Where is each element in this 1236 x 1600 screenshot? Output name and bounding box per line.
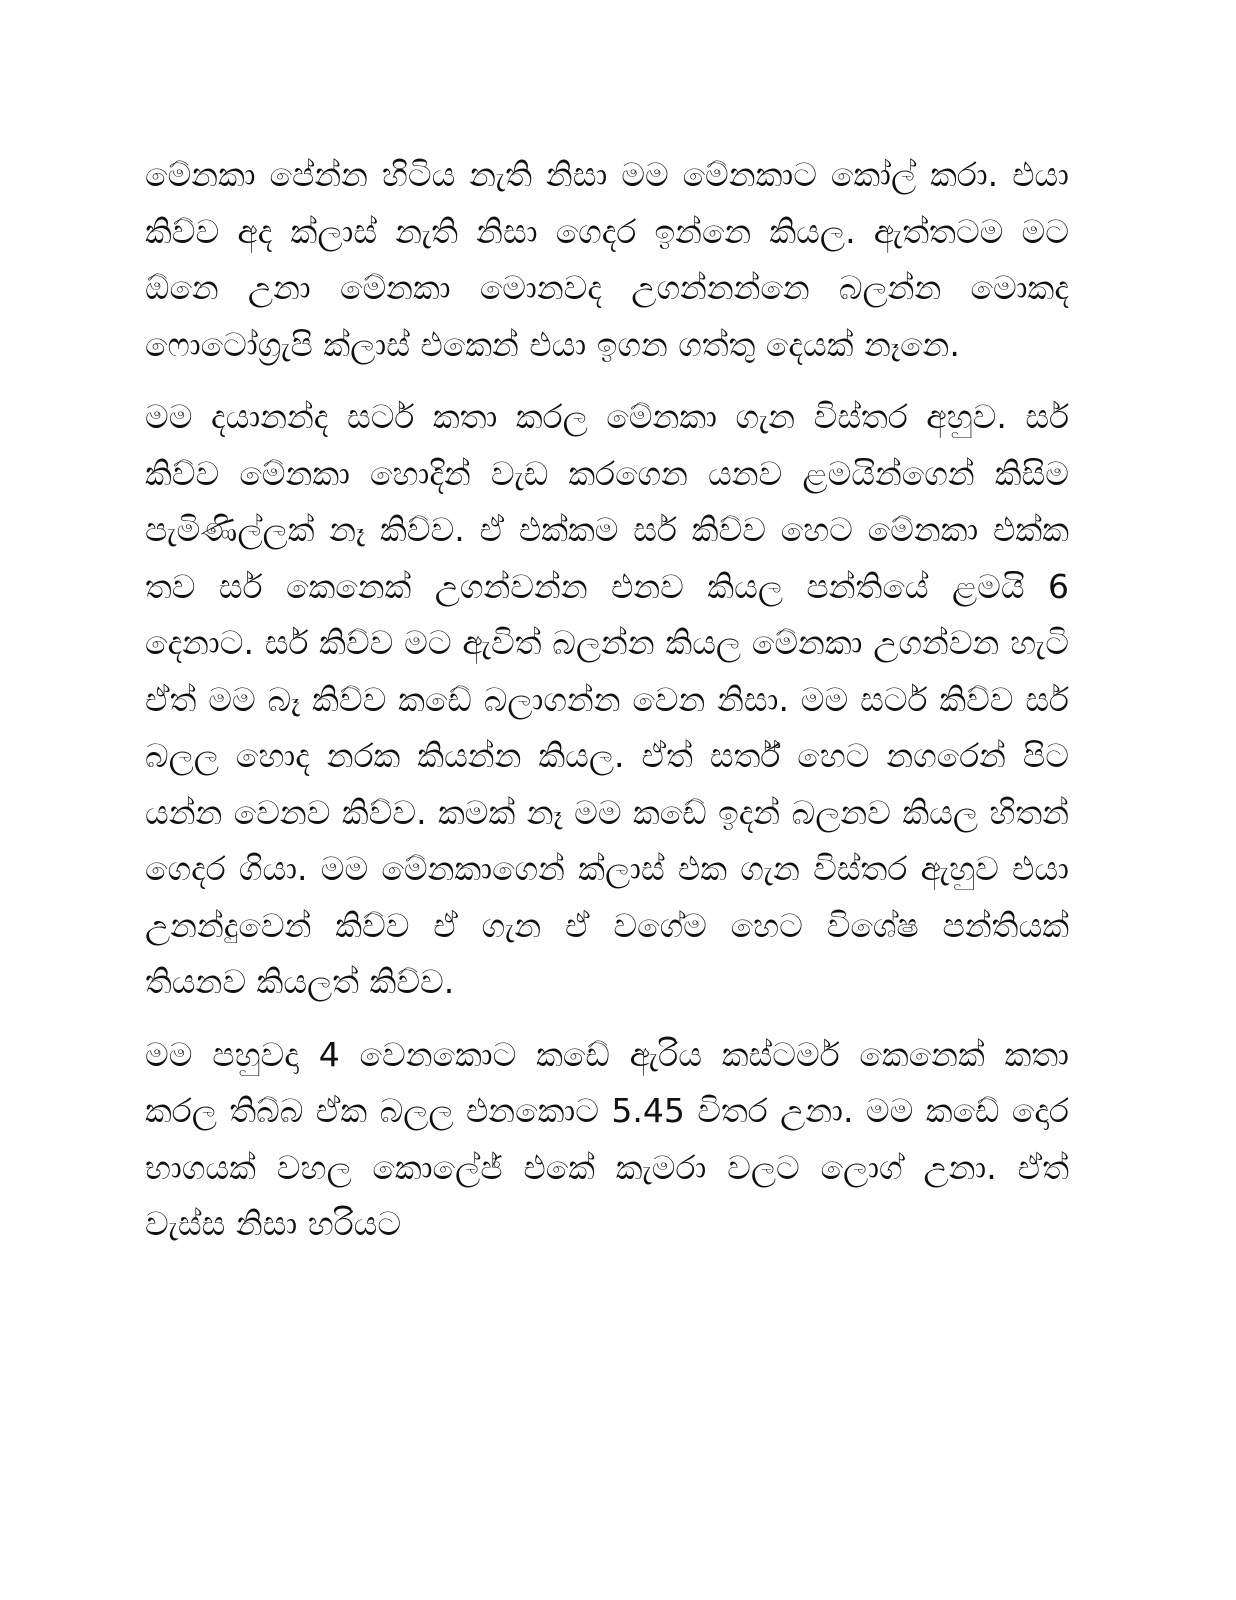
paragraph-2: මම දයානන්ද සර්ට කතා කරල මේනකා ගැන විස්තර අහුව. සර් කිව්ව මේනකා හොදින් වැඩ කරගෙන යනව ළමයින්ගෙන් කිසිම පැමිණිල්ලක් නෑ කිව්ව. ඒ එක්කම සර් කිව්ව හෙට මේනකා එක්ක තව සර් කෙනෙක් උගන්වන්න එනව කියල පන්තියේ ළමයි 6 දෙනාට. සර් කිව්ව මට ඇවිත් බලන්න කියල මේනකා උගන්වන හැටි ඒත් මම බෑ කිව්ව කඩේ බලාගන්න වෙන නිසා. මම සර්ට කිව්ව සර් බලල හොද නරක කියන්න කියල. ඒත් සර්ත් හෙට නගරෙන් පිට යන්න වෙනව කිව්ව. කමක් නෑ මම කඩේ ඉදන් බලනව කියල හිතන් ගෙදර ගියා. මම මේනකාගෙන් ක්ලාස් එක ගැන විස්තර ඇහුව එයා උනන්දුවෙන් කිව්ව ඒ ගැන ඒ වගේම හෙට විශේෂ පන්තියක් තියනව කියලත් කිව්ව. bbox=[145, 397, 1069, 1001]
paragraph-3: මම පහුවදා 4 වෙනකොට කඩේ ඇරිය කස්ටමර් කෙනෙක් කතා කරල තිබ්බ ඒක බලල එනකොට 5.45 විතර උනා. මම කඩේ දොර භාගයක් වහල කොලේජ් එකේ කැමරා වලට ලොග් උනා. ඒත් වැස්ස නිසා හරියට bbox=[145, 1034, 1069, 1243]
body-text bbox=[145, 147, 1069, 1269]
paragraph-1: මේනකා පේන්න හිටිය නැති නිසා මම මේනකාට කෝල් කරා. එයා කිව්ව අද ක්ලාස් නැති නිසා ගෙදර ඉන්නෙ කියල. ඇත්තටම මට ඕනෙ උනා මේනකා මොනවද උගන්නන්නෙ බලන්න මොකද ෆොටෝග්‍රැපි ක්ලාස් එකෙන් එයා ඉගන ගත්තු දෙයක් නෑනෙ. bbox=[145, 155, 1069, 364]
